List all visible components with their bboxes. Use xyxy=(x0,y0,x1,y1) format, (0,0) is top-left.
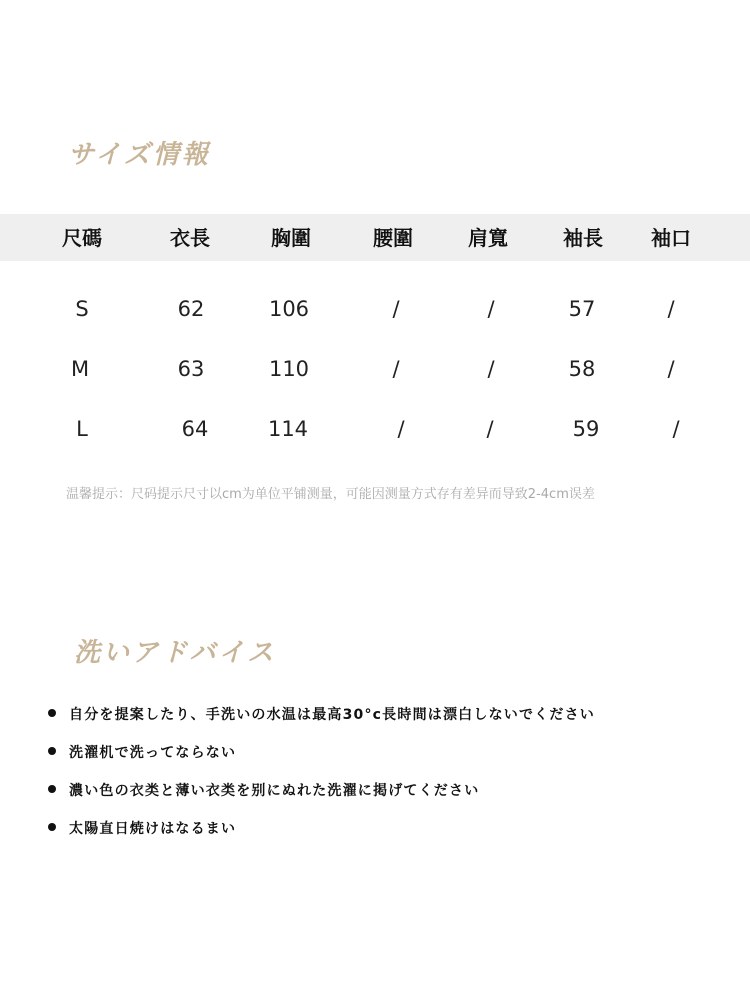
cell-chest: 110 xyxy=(268,357,310,381)
cell-size: L xyxy=(76,417,88,441)
cell-shoulder: / xyxy=(487,297,495,321)
cell-cuff: / xyxy=(667,357,675,381)
header-sleeve-length: 袖長 xyxy=(563,226,603,250)
bullet-icon xyxy=(48,785,56,793)
bullet-icon xyxy=(48,709,56,717)
wash-advice-title: 洗いアドバイス xyxy=(74,638,277,668)
cell-waist: / xyxy=(392,297,400,321)
cell-cuff: / xyxy=(672,417,680,441)
list-item xyxy=(48,706,595,724)
advice-text: 洗濯机で洗ってならない xyxy=(69,745,237,761)
cell-chest: 106 xyxy=(268,297,310,321)
list-item xyxy=(48,820,236,838)
header-waist: 腰圍 xyxy=(373,226,413,250)
cell-chest: 114 xyxy=(267,417,309,441)
header-length: 衣長 xyxy=(170,226,210,250)
advice-text: 太陽直日焼けはなるまい xyxy=(69,821,237,837)
cell-shoulder: / xyxy=(487,357,495,381)
header-size: 尺碼 xyxy=(62,226,102,250)
cell-sleeve-length: 58 xyxy=(568,357,596,381)
header-shoulder: 肩寬 xyxy=(468,226,508,250)
list-item xyxy=(48,782,479,800)
cell-shoulder: / xyxy=(486,417,494,441)
cell-waist: / xyxy=(397,417,405,441)
cell-length: 64 xyxy=(181,417,209,441)
cell-sleeve-length: 59 xyxy=(572,417,600,441)
cell-length: 62 xyxy=(177,297,205,321)
size-info-title: サイズ情報 xyxy=(68,140,211,170)
advice-text: 濃い色の衣类と薄い衣类を别にぬれた洗濯に掲げてください xyxy=(69,783,480,799)
measurement-note: 温馨提示：尺码提示尺寸以cm为单位平铺测量，可能因测量方式存有差异而导致2-4cm误差 xyxy=(66,487,595,502)
cell-cuff: / xyxy=(667,297,675,321)
cell-waist: / xyxy=(392,357,400,381)
cell-sleeve-length: 57 xyxy=(568,297,596,321)
cell-size: M xyxy=(70,357,90,381)
cell-length: 63 xyxy=(177,357,205,381)
header-cuff: 袖口 xyxy=(651,226,691,250)
bullet-icon xyxy=(48,823,56,831)
header-chest: 胸圍 xyxy=(271,226,311,250)
advice-text: 自分を提案したり、手洗いの水温は最高30°c長時間は漂白しないでください xyxy=(69,707,595,723)
list-item xyxy=(48,744,236,762)
bullet-icon xyxy=(48,747,56,755)
cell-size: S xyxy=(75,297,89,321)
